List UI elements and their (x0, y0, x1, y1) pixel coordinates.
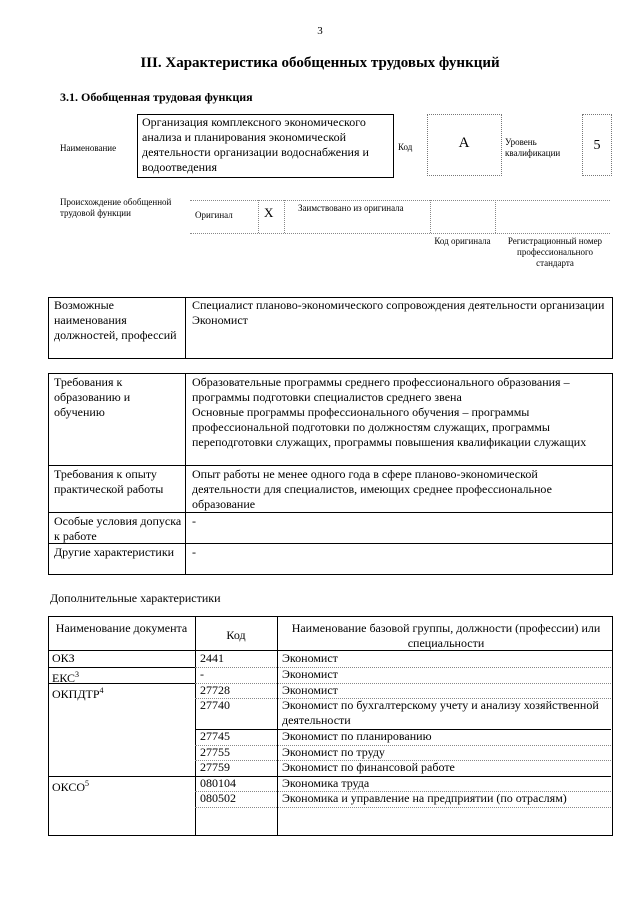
table-cell-code: 27740 (200, 698, 230, 712)
origin-bottom-line (190, 233, 610, 234)
level-label: Уровень квалификации (505, 137, 561, 158)
table-cell-code: 27745 (200, 729, 230, 743)
name-value: Организация комплексного экономического анализа и планирования экономической деятельности организации водоснабжения и водоотведения (142, 115, 369, 174)
table-cell-name: Экономика и управление на предприятии (по отраслям) (282, 791, 567, 805)
positions-label: Возможные наименования должностей, профессий (54, 298, 177, 342)
requirements-divider (185, 373, 186, 575)
section-title: III. Характеристика обобщенных трудовых функций (140, 55, 500, 71)
table-cell-code: 27728 (200, 683, 230, 697)
table-cell-name: Экономика труда (282, 776, 370, 790)
origin-label: Происхождение обобщенной трудовой функции (60, 197, 172, 218)
level-value: 5 (593, 138, 601, 153)
origin-divider-3 (430, 200, 431, 233)
origin-divider-4 (495, 200, 496, 233)
positions-divider (185, 297, 186, 359)
req-special-value: - (192, 514, 196, 528)
table-cell-doc (52, 651, 75, 666)
table-cell-code: - (200, 667, 204, 681)
req-education-value: Образовательные программы среднего профессионального образования – программы подготовки специалистов среднего звена Основные программы профессионального обучения – программы профессиональной подготовки по должностям служащих, программы переподготовки служащих, программы повышения квалификации служащих (192, 375, 587, 449)
table-col-divider-1 (195, 616, 196, 836)
table-cell-doc (52, 683, 104, 702)
table-col-divider-2 (277, 616, 278, 836)
req-other-label: Другие характеристики (54, 545, 175, 559)
origin-top-line (190, 200, 610, 201)
table-cell-name: Экономист по бухгалтерскому учету и анализу хозяйственной деятельности (282, 698, 599, 727)
table-cell-doc-text: ОКПДТР (52, 687, 100, 701)
table-cell-doc (52, 776, 89, 795)
req-experience-value: Опыт работы не менее одного года в сфере планово-экономической деятельности для специалистов, имеющих среднее профессиональное образование (192, 467, 552, 511)
borrowed-label: Заимствовано из оригинала (298, 203, 404, 213)
table-cell-doc-text: ЕКС (52, 671, 76, 685)
code-original-label: Код оригинала (434, 236, 491, 246)
table-cell-name: Экономист по труду (282, 745, 385, 759)
origin-divider-2 (284, 200, 285, 233)
origin-divider-1 (258, 200, 259, 233)
req-row-line-1 (48, 465, 613, 466)
req-experience-label: Требования к опыту практической работы (54, 467, 164, 496)
footnote-mark: 5 (85, 779, 90, 788)
code-value: А (458, 135, 470, 151)
table-cell-doc-text: ОКСО (52, 780, 86, 794)
req-row-line-2 (48, 512, 613, 513)
table-cell-doc-text: ОКЗ (52, 651, 75, 665)
footnote-mark: 3 (75, 670, 80, 679)
table-header-code: Код (226, 628, 246, 642)
req-special-label: Особые условия допуска к работе (54, 514, 182, 543)
positions-value: Специалист планово-экономического сопровождения деятельности организации Экономист (192, 298, 605, 327)
reg-number-label: Регистрационный номер профессионального стандарта (507, 236, 603, 268)
original-mark: X (264, 205, 274, 220)
req-other-value: - (192, 545, 196, 559)
original-label: Оригинал (195, 210, 233, 220)
table-doc-divider (48, 667, 195, 668)
additional-title: Дополнительные характеристики (50, 591, 221, 605)
footnote-mark: 4 (99, 686, 104, 695)
table-cell-name: Экономист по финансовой работе (282, 760, 455, 774)
name-label: Наименование (60, 143, 117, 153)
page-number: 3 (317, 25, 323, 37)
table-header-name: Наименование базовой группы, должности (профессии) или специальности (291, 621, 601, 650)
table-cell-code: 27755 (200, 745, 230, 759)
table-cell-name: Экономист (282, 683, 338, 697)
table-cell-code: 080502 (200, 791, 236, 805)
code-label: Код (398, 142, 413, 152)
req-education-label: Требования к образованию и обучению (54, 375, 131, 419)
table-cell-name: Экономист по планированию (282, 729, 432, 743)
table-cell-name: Экономист (282, 651, 338, 665)
table-cell-code: 2441 (200, 651, 224, 665)
table-row-divider (195, 807, 611, 808)
table-doc-divider (48, 776, 195, 777)
table-doc-divider (48, 683, 195, 684)
table-cell-code: 27759 (200, 760, 230, 774)
table-cell-name: Экономист (282, 667, 338, 681)
table-header-doc: Наименование документа (55, 621, 188, 635)
table-cell-code: 080104 (200, 776, 236, 790)
subsection-title: 3.1. Обобщенная трудовая функция (60, 90, 253, 104)
